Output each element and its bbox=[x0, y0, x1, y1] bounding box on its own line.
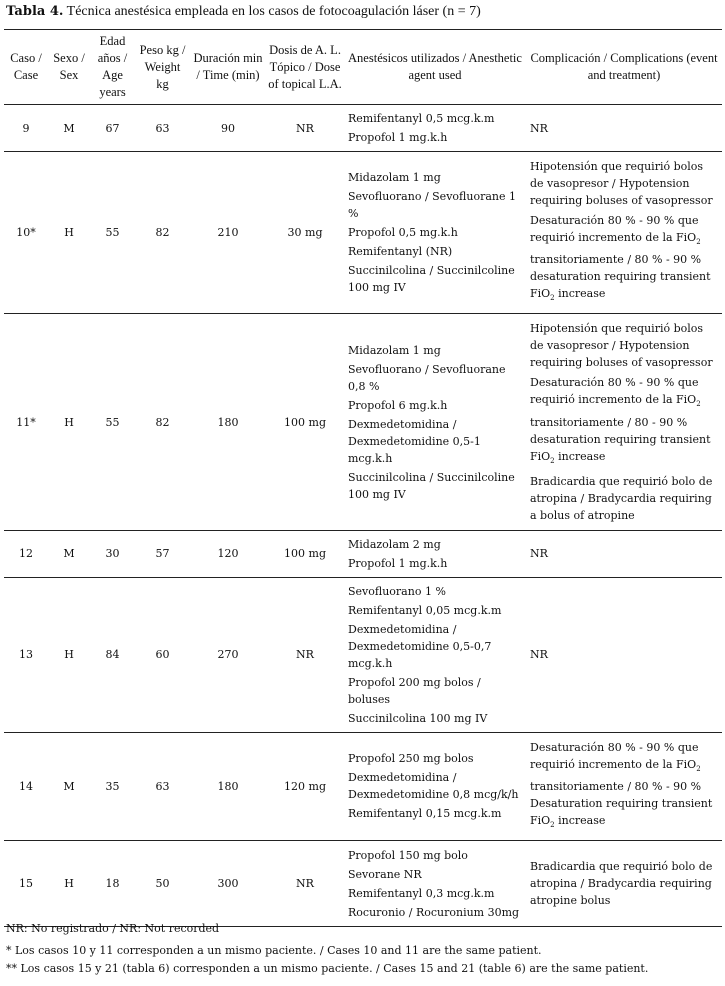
cell-agents bbox=[344, 577, 526, 732]
cell-agents bbox=[344, 530, 526, 577]
cell-case: 10* bbox=[4, 152, 48, 314]
cell-age: 67 bbox=[90, 105, 135, 152]
agent-item: Remifentanyl 0,3 mcg.k.m bbox=[348, 886, 495, 900]
table-title: Técnica anestésica empleada en los casos de fotocoagulación láser (n = 7) bbox=[66, 4, 481, 19]
agent-item: Propofol 6 mg.k.h bbox=[348, 398, 448, 412]
cell-case: 13 bbox=[4, 577, 48, 732]
cell-agents bbox=[344, 314, 526, 530]
table-caption bbox=[6, 4, 481, 20]
cell-weight: 57 bbox=[135, 530, 190, 577]
agent-item: Propofol 200 mg bolos / boluses bbox=[348, 675, 481, 706]
agent-item: Remifentanyl (NR) bbox=[348, 245, 453, 259]
cell-dose: 120 mg bbox=[266, 732, 344, 840]
cell-duration: 180 bbox=[190, 314, 266, 530]
cell-age: 55 bbox=[90, 152, 135, 314]
cell-agents bbox=[344, 152, 526, 314]
agent-item: Rocuronio / Rocuronium 30mg bbox=[348, 905, 520, 919]
cell-agents bbox=[344, 105, 526, 152]
cell-duration: 300 bbox=[190, 841, 266, 927]
footnote: NR: No registrado / NR: Not recorded bbox=[6, 922, 220, 935]
table-label: Tabla 4. bbox=[6, 4, 64, 19]
column-header: Dosis de A. L. Tópico / Dose of topical L.A. bbox=[266, 30, 344, 105]
anesthesia-table bbox=[4, 29, 722, 927]
cell-weight: 63 bbox=[135, 105, 190, 152]
agent-item: Dexmedetomidina / Dexmedetomidine 0,5-0,7 mcg.k.h bbox=[348, 622, 492, 670]
agent-item: Propofol 1 mg.k.h bbox=[348, 131, 448, 144]
complication-item: NR bbox=[530, 648, 548, 662]
cell-complications bbox=[526, 152, 722, 314]
agent-item: Sevofluorano / Sevofluorane 0,8 % bbox=[348, 362, 506, 393]
cell-case: 11* bbox=[4, 314, 48, 530]
cell-duration: 90 bbox=[190, 105, 266, 152]
agent-item: Remifentanyl 0,5 mcg.k.m bbox=[348, 112, 495, 125]
table-row bbox=[4, 577, 722, 732]
column-header: Peso kg / Weight kg bbox=[135, 30, 190, 105]
column-header: Sexo / Sex bbox=[48, 30, 90, 105]
agent-item: Dexmedetomidina / Dexmedetomidine 0,5-1 mcg.k.h bbox=[348, 417, 481, 465]
cell-sex: M bbox=[48, 732, 90, 840]
column-header: Edad años / Age years bbox=[90, 30, 135, 105]
complication-item: Bradicardia que requirió bolo de atropina / Bradycardia requiring atropine bolus bbox=[530, 860, 713, 908]
cell-complications bbox=[526, 314, 722, 530]
column-header: Duración min / Time (min) bbox=[190, 30, 266, 105]
cell-weight: 63 bbox=[135, 732, 190, 840]
agent-item: Propofol 1 mg.k.h bbox=[348, 556, 448, 570]
agent-item: Remifentanyl 0,05 mcg.k.m bbox=[348, 603, 502, 617]
cell-complications bbox=[526, 105, 722, 152]
cell-age: 84 bbox=[90, 577, 135, 732]
table-row bbox=[4, 152, 722, 314]
table-row bbox=[4, 314, 722, 530]
cell-duration: 270 bbox=[190, 577, 266, 732]
cell-age: 30 bbox=[90, 530, 135, 577]
cell-sex: H bbox=[48, 577, 90, 732]
agent-item: Propofol 150 mg bolo bbox=[348, 848, 468, 862]
cell-dose: NR bbox=[266, 105, 344, 152]
cell-complications bbox=[526, 530, 722, 577]
cell-weight: 50 bbox=[135, 841, 190, 927]
cell-case: 14 bbox=[4, 732, 48, 840]
cell-weight: 60 bbox=[135, 577, 190, 732]
cell-age: 55 bbox=[90, 314, 135, 530]
agent-item: Sevorane NR bbox=[348, 867, 422, 881]
agent-item: Midazolam 1 mg bbox=[348, 343, 441, 357]
cell-sex: H bbox=[48, 841, 90, 927]
agent-item: Sevofluorano / Sevofluorane 1 % bbox=[348, 190, 516, 221]
cell-case: 12 bbox=[4, 530, 48, 577]
cell-sex: M bbox=[48, 105, 90, 152]
cell-complications bbox=[526, 577, 722, 732]
cell-sex: M bbox=[48, 530, 90, 577]
agent-item: Succinilcolina / Succinilcoline 100 mg IV bbox=[348, 264, 515, 295]
cell-duration: 120 bbox=[190, 530, 266, 577]
table-row bbox=[4, 105, 722, 152]
complication-item: Hipotensión que requirió bolos de vasopresor / Hypotension requiring boluses of vasopressor bbox=[530, 322, 713, 370]
complication-item: NR bbox=[530, 121, 548, 135]
cell-duration: 210 bbox=[190, 152, 266, 314]
agent-item: Succinilcolina / Succinilcoline 100 mg IV bbox=[348, 470, 515, 501]
agent-item: Remifentanyl 0,15 mcg.k.m bbox=[348, 807, 502, 821]
cell-duration: 180 bbox=[190, 732, 266, 840]
table-row bbox=[4, 732, 722, 840]
table-row bbox=[4, 530, 722, 577]
agent-item: Midazolam 1 mg bbox=[348, 171, 441, 185]
cell-sex: H bbox=[48, 152, 90, 314]
cell-weight: 82 bbox=[135, 152, 190, 314]
complication-item: Bradicardia que requirió bolo de atropina / Bradycardia requiring a bolus of atropine bbox=[530, 474, 713, 522]
cell-agents bbox=[344, 732, 526, 840]
cell-age: 35 bbox=[90, 732, 135, 840]
cell-age: 18 bbox=[90, 841, 135, 927]
complication-item: Desaturación 80 % - 90 % que requirió incremento de la FiO$_2$ transitoriamente / 80 % - 90 % Desaturation requiring transient FiO$_2$ increase bbox=[530, 740, 713, 830]
table-row bbox=[4, 841, 722, 927]
cell-complications bbox=[526, 841, 722, 927]
agent-item: Midazolam 2 mg bbox=[348, 537, 441, 551]
column-header: Anestésicos utilizados / Anesthetic agent used bbox=[344, 30, 526, 105]
cell-sex: H bbox=[48, 314, 90, 530]
footnote: * Los casos 10 y 11 corresponden a un mismo paciente. / Cases 10 and 11 are the same patient. bbox=[6, 944, 542, 957]
cell-dose: 100 mg bbox=[266, 530, 344, 577]
agent-item: Propofol 250 mg bolos bbox=[348, 752, 474, 766]
agent-item: Propofol 0,5 mg.k.h bbox=[348, 226, 458, 240]
cell-dose: NR bbox=[266, 577, 344, 732]
column-header: Complicación / Complications (event and treatment) bbox=[526, 30, 722, 105]
cell-agents bbox=[344, 841, 526, 927]
column-header: Caso / Case bbox=[4, 30, 48, 105]
cell-dose: 30 mg bbox=[266, 152, 344, 314]
complication-item: Desaturación 80 % - 90 % que requirió incremento de la FiO$_2$ transitoriamente / 80 % - 90 % desaturation requiring transient FiO$_2$ increase bbox=[530, 214, 711, 303]
complication-item: NR bbox=[530, 547, 548, 561]
complication-item: Desaturación 80 % - 90 % que requirió incremento de la FiO$_2$ transitoriamente / 80 - 90 % desaturation requiring transient FiO$_2$ increase bbox=[530, 376, 711, 465]
cell-dose: 100 mg bbox=[266, 314, 344, 530]
cell-weight: 82 bbox=[135, 314, 190, 530]
agent-item: Dexmedetomidina / Dexmedetomidine 0,8 mcg/k/h bbox=[348, 771, 519, 802]
footnote: ** Los casos 15 y 21 (tabla 6) corresponden a un mismo paciente. / Cases 15 and 21 (table 6) are the same patient. bbox=[6, 962, 649, 975]
cell-dose: NR bbox=[266, 841, 344, 927]
header-row bbox=[4, 30, 722, 105]
cell-case: 9 bbox=[4, 105, 48, 152]
complication-item: Hipotensión que requirió bolos de vasopresor / Hypotension requiring boluses of vasopressor bbox=[530, 160, 713, 207]
agent-item: Succinilcolina 100 mg IV bbox=[348, 711, 488, 725]
cell-case: 15 bbox=[4, 841, 48, 927]
agent-item: Sevofluorano 1 % bbox=[348, 584, 446, 598]
cell-complications bbox=[526, 732, 722, 840]
